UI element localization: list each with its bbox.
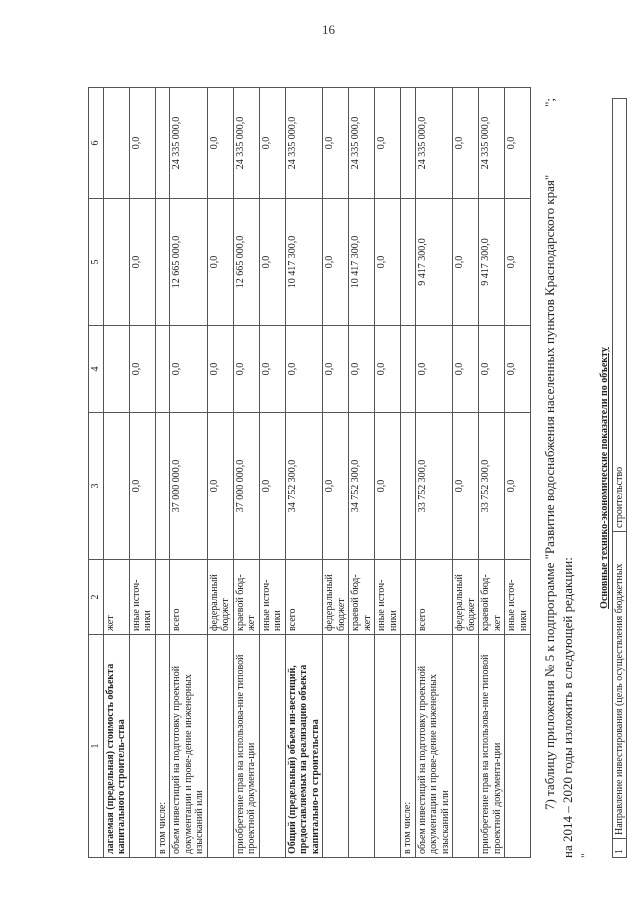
- next-table-row-value: строительство: [613, 99, 627, 532]
- header-cell-5: 5: [89, 199, 104, 326]
- table-cell-c4: 0,0: [233, 326, 259, 413]
- table-cell-c3: 33 752 300,0: [415, 413, 453, 560]
- next-table-row-label: Направление инвестирования (цель осуществления бюджетных: [613, 532, 627, 839]
- table-cell-c4: 0,0: [479, 326, 505, 413]
- table-cell-c5: 12 665 000,0: [170, 199, 208, 326]
- table-cell-c4: 0,0: [285, 326, 323, 413]
- table-cell-c5: 0,0: [207, 199, 233, 326]
- table-cell-c4: 0,0: [349, 326, 375, 413]
- table-cell-c6: 0,0: [505, 88, 531, 199]
- table-cell-c5: [103, 199, 129, 326]
- table-cell-c6: 24 335 000,0: [349, 88, 375, 199]
- table-row: [207, 88, 233, 858]
- table-cell-c3: 0,0: [323, 413, 349, 560]
- table-cell-c6: 0,0: [323, 88, 349, 199]
- table-cell-c1: объем инвестиций на подготовку проектной документации и прове-дение инженерных изысканий или: [170, 635, 208, 858]
- table-row: [453, 88, 479, 858]
- table-row: [505, 88, 531, 858]
- table-cell-c3: 0,0: [207, 413, 233, 560]
- table-cell-c3: 34 752 300,0: [349, 413, 375, 560]
- table-cell-c1: [453, 635, 479, 858]
- table-cell-c2: всего: [285, 560, 323, 635]
- table-cell-c1: [129, 635, 155, 858]
- paragraph-line-2: на 2014 – 2020 годы изложить в следующей редакции:: [559, 557, 575, 858]
- table-cell-c2: иные источ-ники: [505, 560, 531, 635]
- table-cell-c5: [401, 199, 416, 326]
- header-cell-4: 4: [89, 326, 104, 413]
- table-cell-c5: 0,0: [505, 199, 531, 326]
- table-cell-c2: федеральный бюджет: [207, 560, 233, 635]
- table-cell-c4: [103, 326, 129, 413]
- table-cell-c4: 0,0: [323, 326, 349, 413]
- header-cell-1: 1: [89, 635, 104, 858]
- table-cell-c3: 0,0: [453, 413, 479, 560]
- table-row: [323, 88, 349, 858]
- table-cell-c1: в том числе:: [401, 635, 416, 858]
- page-number: 16: [322, 22, 335, 37]
- table-cell-c3: 34 752 300,0: [285, 413, 323, 560]
- table-row: [349, 88, 375, 858]
- table-cell-c1: Общий (предельный) объем ин-вестиций, предоставляемых на реализацию объекта капитально-го строительства: [285, 635, 323, 858]
- table-cell-c4: [401, 326, 416, 413]
- table-cell-c2: федеральный бюджет: [323, 560, 349, 635]
- table-cell-c6: 24 335 000,0: [233, 88, 259, 199]
- table-cell-c5: 9 417 300,0: [479, 199, 505, 326]
- table-cell-c2: жет: [103, 560, 129, 635]
- table-row: [233, 88, 259, 858]
- table-cell-c4: 0,0: [170, 326, 208, 413]
- table-cell-c5: 10 417 300,0: [285, 199, 323, 326]
- table-row: [285, 88, 323, 858]
- table-cell-c2: всего: [415, 560, 453, 635]
- table-cell-c3: [401, 413, 416, 560]
- table-cell-c6: 24 335 000,0: [415, 88, 453, 199]
- table-cell-c3: 0,0: [129, 413, 155, 560]
- table-cell-c3: 33 752 300,0: [479, 413, 505, 560]
- table-cell-c5: 12 665 000,0: [233, 199, 259, 326]
- table-cell-c6: 0,0: [259, 88, 285, 199]
- table-cell-c1: [259, 635, 285, 858]
- table-cell-c5: 0,0: [323, 199, 349, 326]
- table-row: [415, 88, 453, 858]
- header-cell-3: 3: [89, 413, 104, 560]
- table-cell-c4: 0,0: [453, 326, 479, 413]
- table-cell-c2: [401, 560, 416, 635]
- table-header-row: [89, 88, 104, 858]
- table-cell-c5: 0,0: [259, 199, 285, 326]
- amendment-paragraph: [541, 98, 576, 858]
- table-cell-c1: лагаемая (предельная) стоимость объекта капитального строитель-ства: [103, 635, 129, 858]
- table-cell-c6: 0,0: [375, 88, 401, 199]
- table-row: [259, 88, 285, 858]
- table-cell-c6: [401, 88, 416, 199]
- table-cell-c1: [207, 635, 233, 858]
- table-cell-c6: 0,0: [129, 88, 155, 199]
- table-cell-c1: [375, 635, 401, 858]
- table-cell-c4: 0,0: [415, 326, 453, 413]
- table-cell-c5: 0,0: [453, 199, 479, 326]
- rotated-content: [88, 98, 626, 858]
- opening-quote: ": [578, 853, 593, 858]
- table-cell-c5: 0,0: [375, 199, 401, 326]
- table-cell-c3: [155, 413, 170, 560]
- investment-table: [88, 87, 531, 858]
- table-cell-c6: [103, 88, 129, 199]
- next-table-row: [613, 99, 627, 858]
- header-cell-6: 6: [89, 88, 104, 199]
- table-cell-c5: 0,0: [129, 199, 155, 326]
- table-cell-c2: всего: [170, 560, 208, 635]
- table-cell-c6: [155, 88, 170, 199]
- table-cell-c4: 0,0: [375, 326, 401, 413]
- table-cell-c3: 0,0: [375, 413, 401, 560]
- table-cell-c4: [155, 326, 170, 413]
- table-cell-c5: [155, 199, 170, 326]
- table-cell-c5: 9 417 300,0: [415, 199, 453, 326]
- table-cell-c3: 37 000 000,0: [170, 413, 208, 560]
- table-cell-c3: [103, 413, 129, 560]
- table-cell-c1: объем инвестиций на подготовку проектной документации и прове-дение инженерных изысканий или: [415, 635, 453, 858]
- table-row: [401, 88, 416, 858]
- table-cell-c2: [155, 560, 170, 635]
- table-row: [129, 88, 155, 858]
- table-cell-c1: [505, 635, 531, 858]
- table-cell-c2: краевой бюд-жет: [349, 560, 375, 635]
- table-cell-c4: 0,0: [259, 326, 285, 413]
- table-cell-c1: [349, 635, 375, 858]
- table-cell-c2: иные источ-ники: [375, 560, 401, 635]
- header-cell-2: 2: [89, 560, 104, 635]
- next-table: [612, 98, 627, 858]
- table-cell-c5: 10 417 300,0: [349, 199, 375, 326]
- next-table-row-number: 1: [613, 839, 627, 858]
- table-cell-c1: в том числе:: [155, 635, 170, 858]
- table-cell-c2: иные источ-ники: [259, 560, 285, 635]
- table-cell-c2: краевой бюд-жет: [479, 560, 505, 635]
- table-cell-c2: федеральный бюджет: [453, 560, 479, 635]
- table-cell-c2: краевой бюд-жет: [233, 560, 259, 635]
- table-row: [170, 88, 208, 858]
- table-cell-c1: [323, 635, 349, 858]
- table-cell-c4: 0,0: [129, 326, 155, 413]
- table-row: [479, 88, 505, 858]
- table-cell-c2: иные источ-ники: [129, 560, 155, 635]
- table-cell-c6: 24 335 000,0: [170, 88, 208, 199]
- paragraph-line-1: 7) таблицу приложения № 5 к подпрограмме "Развитие водоснабжения населенных пунктов Краснодарского края": [542, 174, 557, 810]
- table-cell-c4: 0,0: [207, 326, 233, 413]
- table-cell-c3: 0,0: [505, 413, 531, 560]
- table-cell-c1: приобретение прав на использова-ние типовой проектной документа-ции: [479, 635, 505, 858]
- table-cell-c6: 24 335 000,0: [285, 88, 323, 199]
- closing-quote: ";: [542, 98, 557, 107]
- table-cell-c6: 24 335 000,0: [479, 88, 505, 199]
- table-cell-c6: 0,0: [453, 88, 479, 199]
- table-cell-c4: 0,0: [505, 326, 531, 413]
- table-cell-c3: 37 000 000,0: [233, 413, 259, 560]
- table-cell-c3: 0,0: [259, 413, 285, 560]
- table-row: [375, 88, 401, 858]
- table-row: [103, 88, 129, 858]
- table-row: [155, 88, 170, 858]
- table-cell-c1: приобретение прав на использова-ние типовой проектной документа-ции: [233, 635, 259, 858]
- table-cell-c6: 0,0: [207, 88, 233, 199]
- next-table-heading: Основные технико-экономические показатели по объекту: [599, 347, 611, 609]
